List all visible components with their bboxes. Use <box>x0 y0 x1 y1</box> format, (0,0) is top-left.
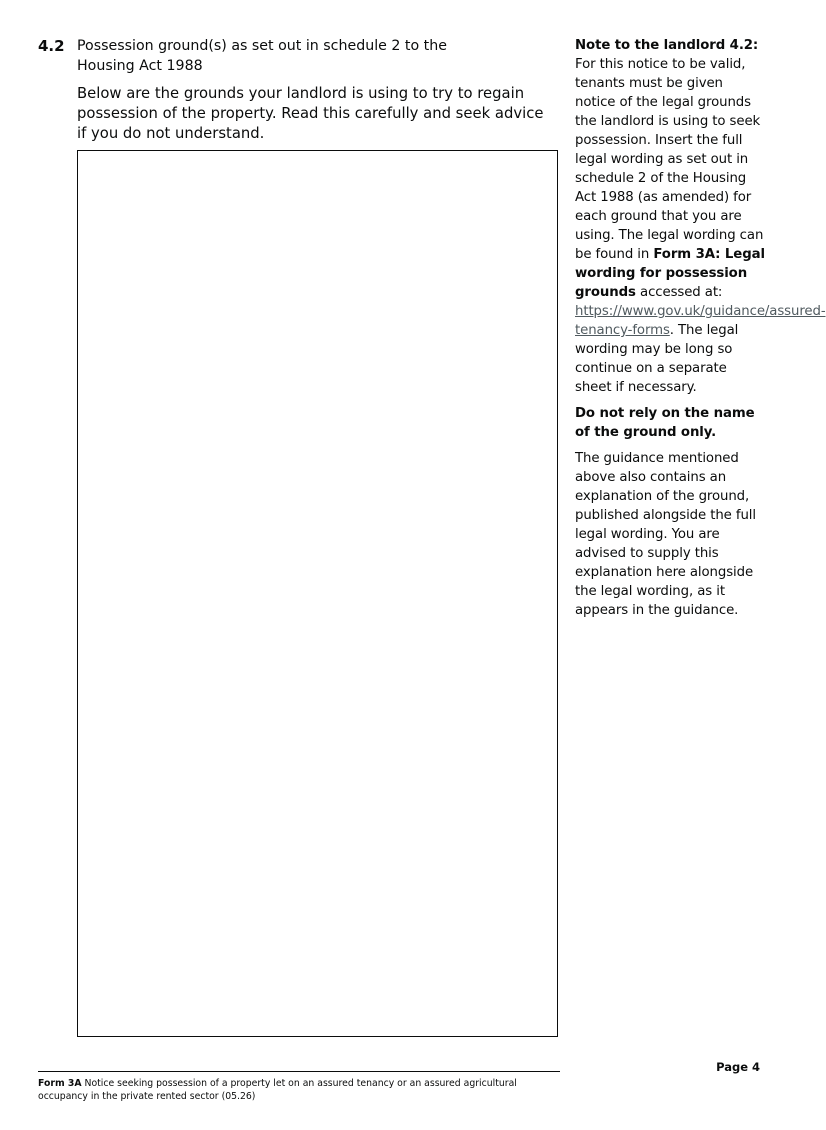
footer-divider <box>38 1071 560 1072</box>
section-number: 4.2 <box>38 37 65 55</box>
section-intro: Below are the grounds your landlord is using to try to regain possession of the property. Read this carefully and seek advice if you do not understand. <box>77 85 544 142</box>
note-heading: Note to the landlord 4.2: <box>575 38 759 53</box>
note-paragraph-1 <box>575 55 826 397</box>
page-number: Page 4 <box>716 1060 760 1074</box>
possession-grounds-answer-box[interactable] <box>77 150 558 1037</box>
note-paragraph-2: The guidance mentioned above also contains an explanation of the ground, published alongside the full legal wording. You are advised to supply this explanation here alongside the legal wording, as it appears in the guidance. <box>575 451 756 618</box>
note-form-reference: Form 3A: Legal wording for possession grounds <box>575 247 765 300</box>
landlord-note <box>575 36 826 627</box>
footer-form-title: Notice seeking possession of a property let on an assured tenancy or an assured agricultural occupancy in the private rented sector (05.26) <box>38 1078 517 1102</box>
footer-form-description <box>38 1078 558 1103</box>
note-text-end: . The legal wording may be long so continue on a separate sheet if necessary. <box>575 323 739 395</box>
guidance-link[interactable]: https://www.gov.uk/guidance/assured-tenancy-forms <box>575 304 826 338</box>
footer-form-id: Form 3A <box>38 1078 82 1089</box>
note-warning: Do not rely on the name of the ground only. <box>575 406 755 440</box>
note-text-mid: accessed at: <box>635 285 723 300</box>
note-text-start: For this notice to be valid, tenants must be given notice of the legal grounds the landlord is using to seek possession. Insert the full legal wording as set out in schedule 2 of the Housing Act 1988 (as amended) for each ground that you are using. The legal wording can be found in <box>575 57 764 262</box>
section-title: Possession ground(s) as set out in schedule 2 to the Housing Act 1988 <box>77 38 447 74</box>
